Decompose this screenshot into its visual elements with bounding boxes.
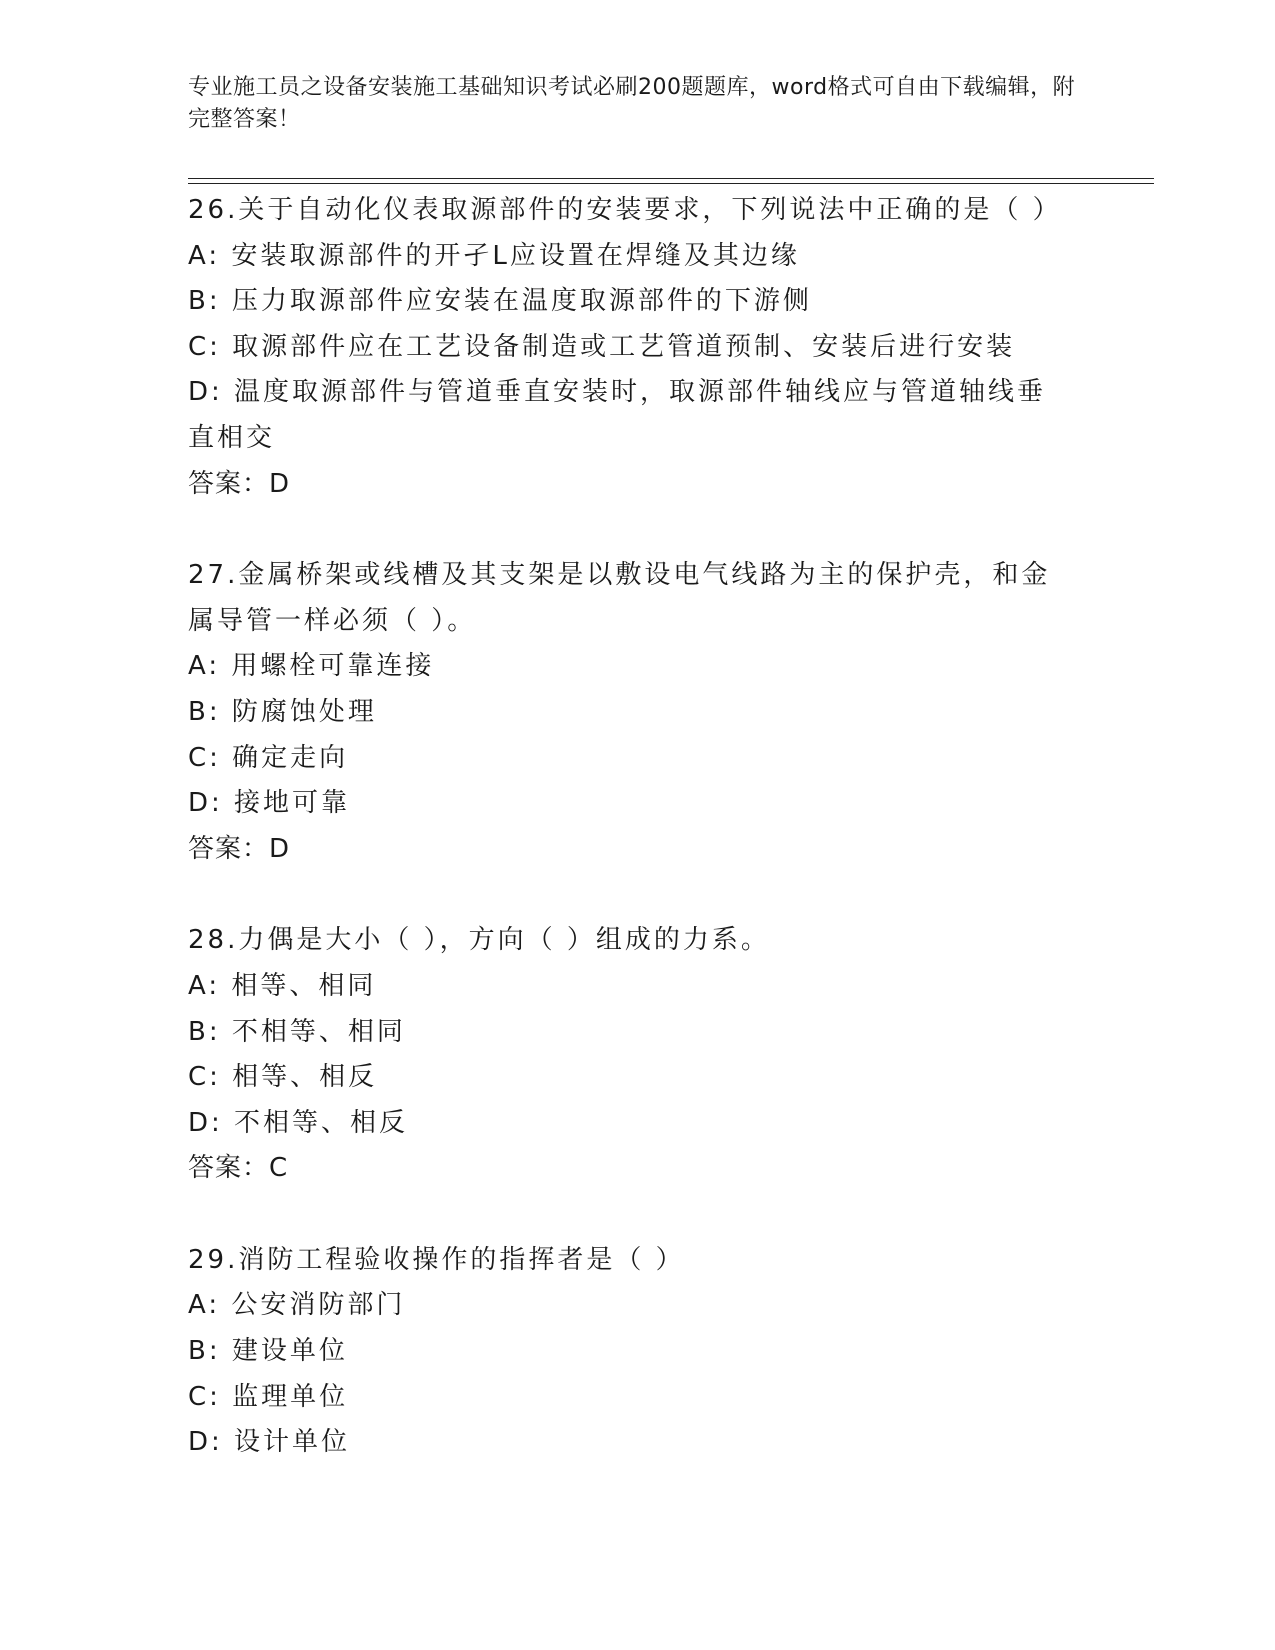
option-b: B: 建设单位 xyxy=(188,1336,348,1367)
option-a: A: 相等、相同 xyxy=(188,970,377,1001)
option-a: A: 用螺栓可靠连接 xyxy=(188,651,435,682)
option-c: C: 确定走向 xyxy=(188,742,349,773)
option-d: D: 温度取源部件与管道垂直安装时，取源部件轴线应与管道轴线垂直相交 xyxy=(188,377,1047,453)
question-28 xyxy=(188,918,1088,1192)
document-header: 专业施工员之设备安装施工基础知识考试必刷200题题库，word格式可自由下载编辑，附完整答案！ xyxy=(188,75,1076,132)
question-stem: 27.金属桥架或线槽及其支架是以敷设电气线路为主的保护壳，和金属导管一样必须（ ）。 xyxy=(188,560,1051,636)
answer-line: 答案：D xyxy=(188,468,291,499)
option-a: A: 安装取源部件的开孑L应设置在焊缝及其边缘 xyxy=(188,240,800,271)
option-d: D: 不相等、相反 xyxy=(188,1107,409,1138)
question-stem: 26.关于自动化仪表取源部件的安装要求，下列说法中正确的是（ ） xyxy=(188,195,1062,225)
option-c: C: 监理单位 xyxy=(188,1381,349,1412)
option-d: D: 接地可靠 xyxy=(188,788,351,819)
question-29 xyxy=(188,1238,1088,1466)
option-b: B: 不相等、相同 xyxy=(188,1016,406,1047)
option-c: C: 取源部件应在工艺设备制造或工艺管道预制、安装后进行安装 xyxy=(188,331,1016,362)
question-26 xyxy=(188,188,1088,507)
option-d: D: 设计单位 xyxy=(188,1427,351,1458)
option-b: B: 防腐蚀处理 xyxy=(188,696,377,727)
option-b: B: 压力取源部件应安装在温度取源部件的下游侧 xyxy=(188,286,812,317)
question-list xyxy=(188,188,1088,1512)
question-stem: 29.消防工程验收操作的指挥者是（ ） xyxy=(188,1244,685,1275)
option-a: A: 公安消防部门 xyxy=(188,1290,406,1321)
answer-line: 答案：D xyxy=(188,833,291,864)
header-divider-bottom xyxy=(188,183,1154,184)
answer-line: 答案：C xyxy=(188,1153,289,1184)
option-c: C: 相等、相反 xyxy=(188,1062,378,1093)
question-stem: 28.力偶是大小（ ），方向（ ）组成的力系。 xyxy=(188,925,770,956)
question-27 xyxy=(188,553,1088,872)
header-divider-top xyxy=(188,178,1154,179)
